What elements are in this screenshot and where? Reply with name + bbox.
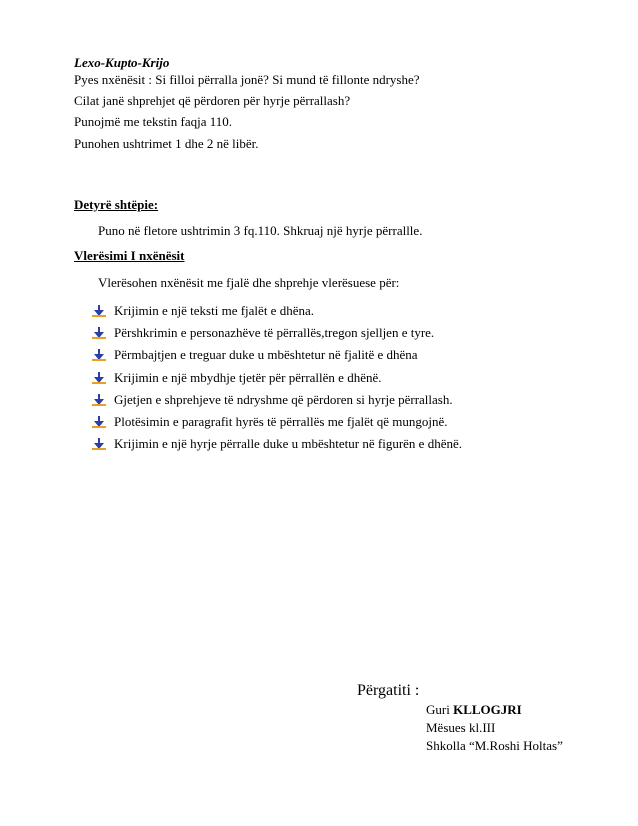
lesson-line-3: Punojmë me tekstin faqja 110. xyxy=(74,114,233,129)
teacher-role: Mësues kl.III xyxy=(426,720,496,735)
lesson-line-1: Pyes nxënësit : Si filloi përralla jonë? Si mund të fillonte ndryshe? xyxy=(74,72,420,87)
teacher-last-name: KLLOGJRI xyxy=(453,702,522,717)
assessment-intro: Vlerësohen nxënësit me fjalë dhe shprehje vlerësuese për: xyxy=(98,275,400,290)
list-item-text: Përmbajtjen e treguar duke u mbështetur në fjalitë e dhëna xyxy=(114,347,418,362)
list-item-text: Krijimin e një mbydhje tjetër për përrallën e dhënë. xyxy=(114,370,382,385)
list-item-text: Gjetjen e shprehjeve të ndryshme që përdoren si hyrje përrallash. xyxy=(114,392,453,407)
assessment-heading: Vlerësimi I nxënësit xyxy=(74,248,185,263)
lesson-line-4: Punohen ushtrimet 1 dhe 2 në libër. xyxy=(74,136,259,151)
arrow-bullet-icon xyxy=(92,438,106,450)
list-item-text: Krijimin e një hyrje përralle duke u mbështetur në figurën e dhënë. xyxy=(114,436,462,451)
prepared-by-label: Përgatiti : xyxy=(357,682,420,699)
lesson-line-2: Cilat janë shprehjet që përdoren për hyrje përrallash? xyxy=(74,93,351,108)
arrow-bullet-icon xyxy=(92,394,106,406)
lesson-heading: Lexo-Kupto-Krijo xyxy=(74,55,170,70)
list-item-text: Plotësimin e paragrafit hyrës të përrallës me fjalët që mungojnë. xyxy=(114,414,448,429)
list-item-text: Krijimin e një teksti me fjalët e dhëna. xyxy=(114,303,314,318)
arrow-bullet-icon xyxy=(92,349,106,361)
school-name: Shkolla “M.Roshi Holtas” xyxy=(426,738,563,753)
list-item-text: Përshkrimin e personazhëve të përrallës,tregon sjelljen e tyre. xyxy=(114,325,435,340)
homework-text: Puno në fletore ushtrimin 3 fq.110. Shkruaj një hyrje përrallle. xyxy=(98,223,423,238)
arrow-bullet-icon xyxy=(92,305,106,317)
arrow-bullet-icon xyxy=(92,416,106,428)
teacher-name xyxy=(426,702,522,718)
arrow-bullet-icon xyxy=(92,372,106,384)
teacher-first-name: Guri xyxy=(426,702,450,717)
arrow-bullet-icon xyxy=(92,327,106,339)
homework-heading: Detyrë shtëpie: xyxy=(74,197,159,212)
